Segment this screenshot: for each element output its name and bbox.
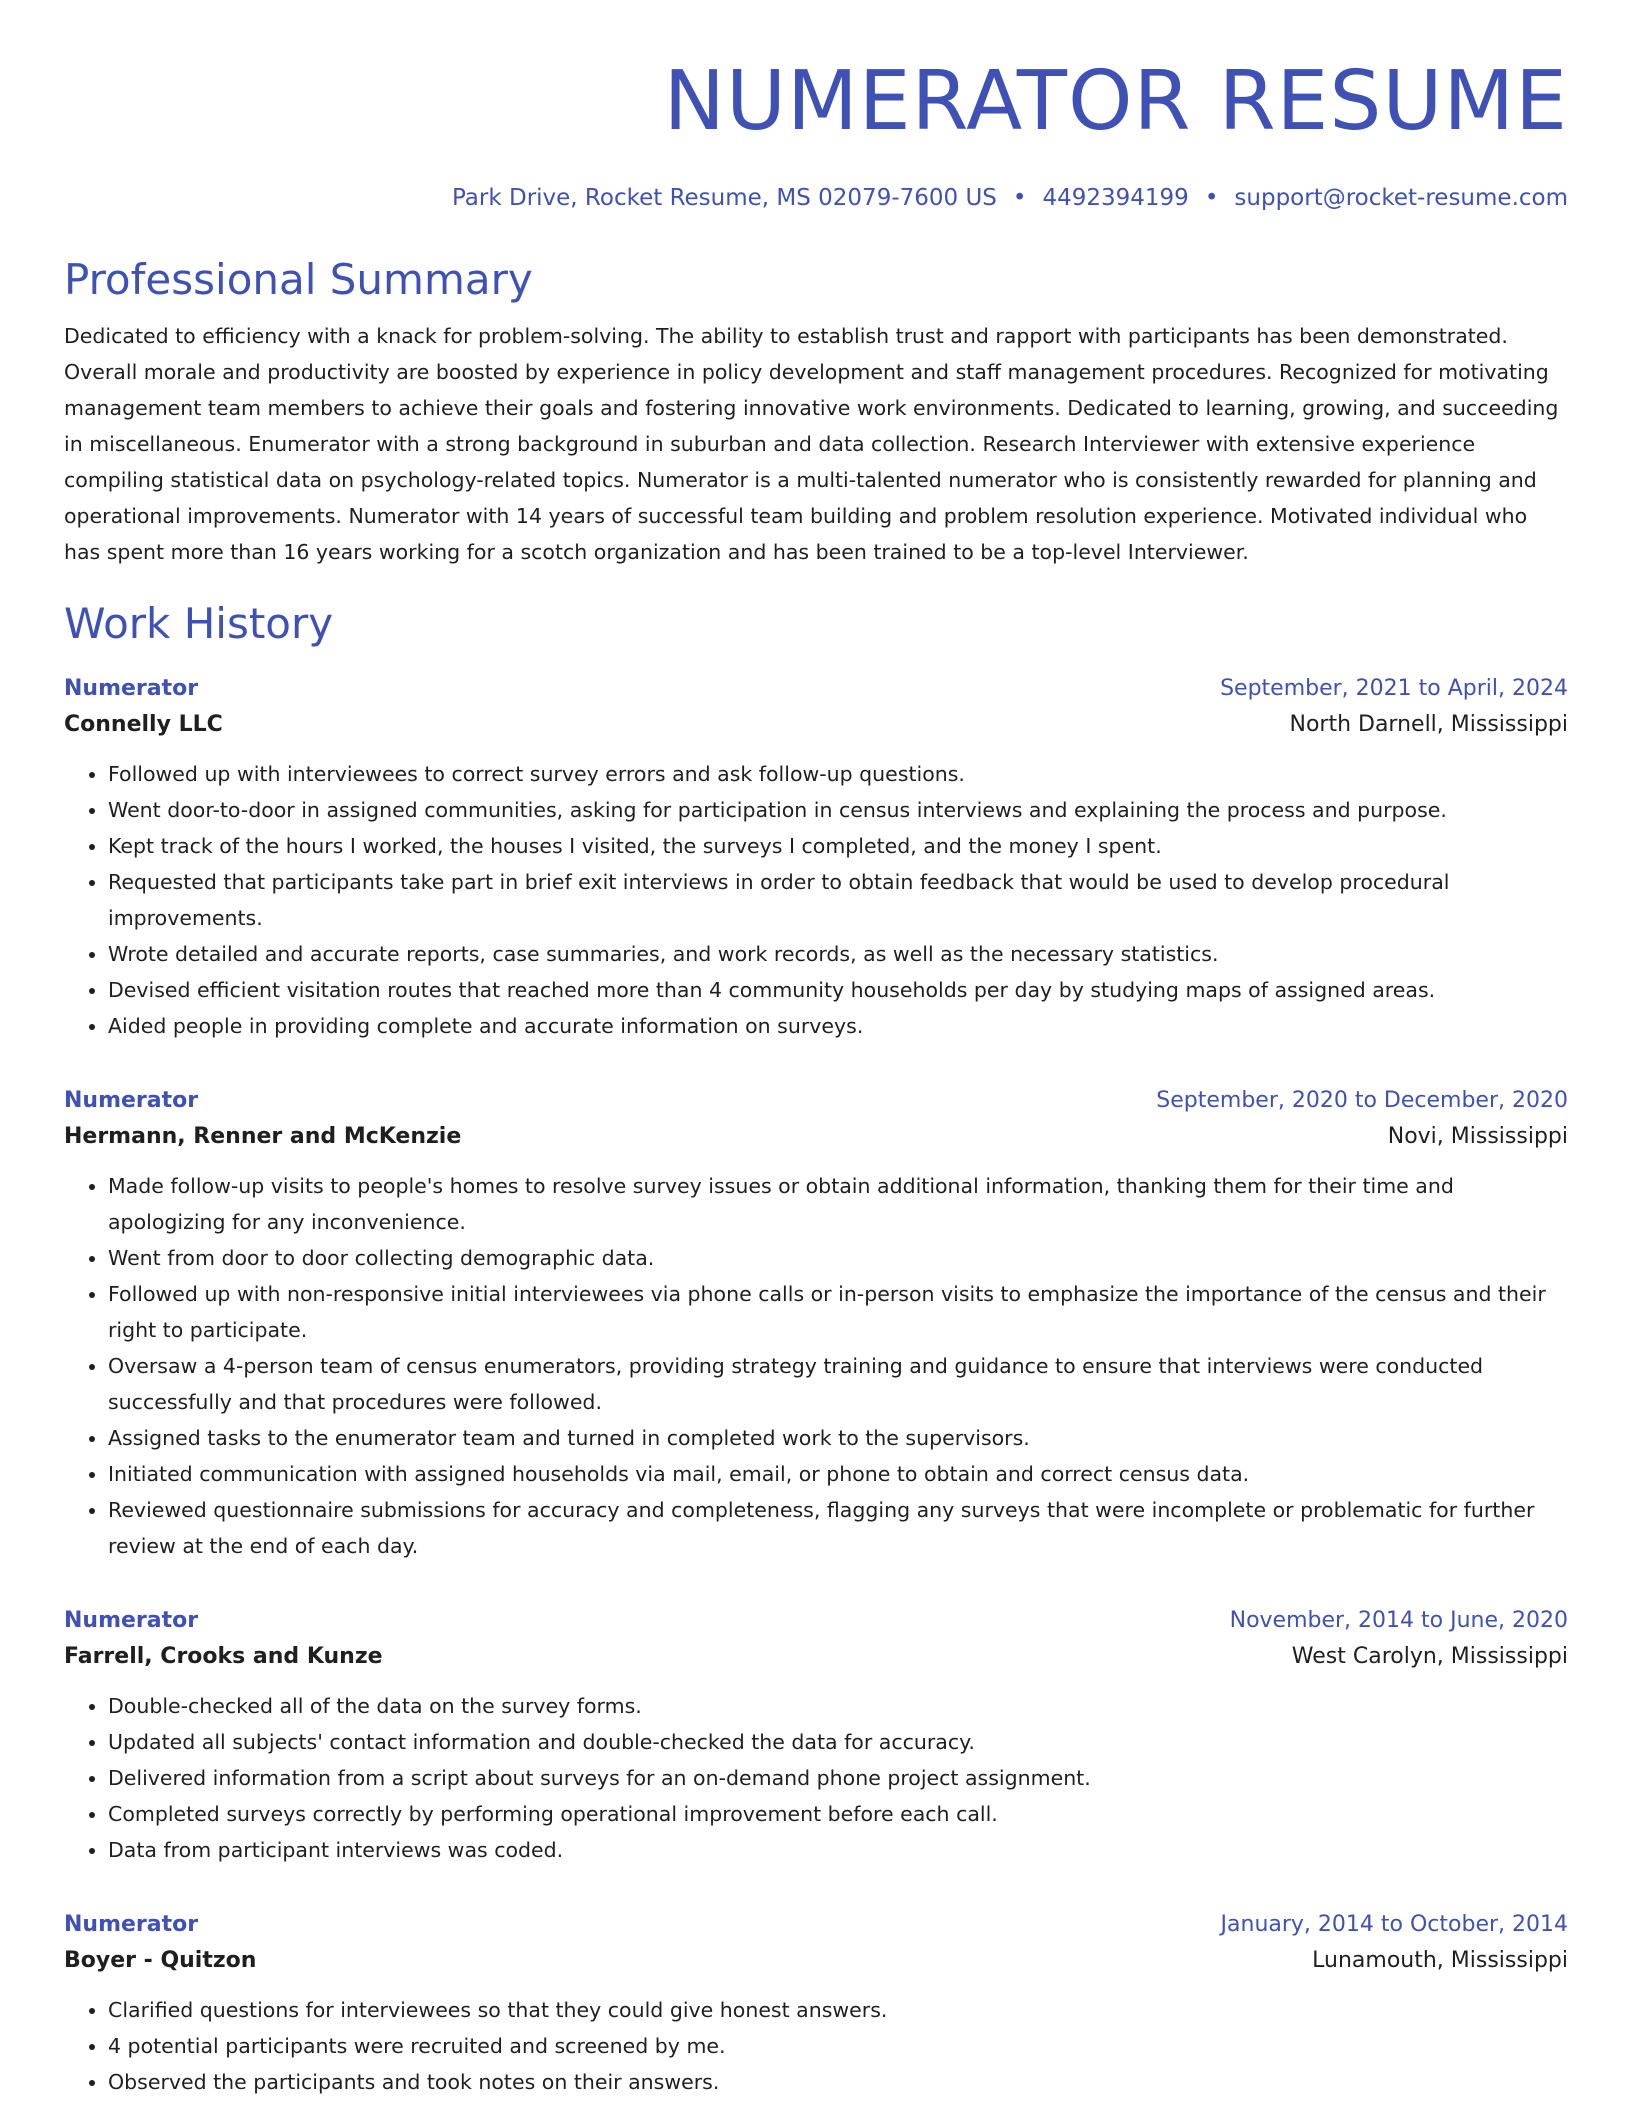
job-bullet: • Observed the participants and took notes on their answers. bbox=[108, 2064, 1568, 2100]
job-company-row bbox=[64, 1118, 1568, 1156]
job-bullet: • Double-checked all of the data on the survey forms. bbox=[108, 1688, 1568, 1724]
job-bullet: • Initiated communication with assigned households via mail, email, or phone to obtain and correct census data. bbox=[108, 1456, 1568, 1492]
contact-address: Park Drive, Rocket Resume, MS 02079-7600 US bbox=[451, 185, 997, 211]
job-bullet-list bbox=[64, 1168, 1568, 1564]
job-bullet: • Data from participant interviews was coded. bbox=[108, 1832, 1568, 1868]
job-bullet: • Wrote detailed and accurate reports, case summaries, and work records, as well as the necessary statistics. bbox=[108, 936, 1568, 972]
job-bullet: • Devised efficient visitation routes that reached more than 4 community households per day by studying maps of assigned areas. bbox=[108, 972, 1568, 1008]
summary-text: Dedicated to efficiency with a knack for problem-solving. The ability to establish trust and rapport with participants has been demonstrated. Overall morale and productivity are boosted by experience in policy development and staff management procedures. Recognized for motivating management team members to achieve their goals and fostering innovative work environments. Dedicated to learning, growing, and succeeding in miscellaneous. Enumerator with a strong background in suburban and data collection. Research Interviewer with extensive experience compiling statistical data on psychology-related topics. Numerator is a multi-talented numerator who is consistently rewarded for planning and operational improvements. Numerator with 14 years of successful team building and problem resolution experience. Motivated individual who has spent more than 16 years working for a scotch organization and has been trained to be a top-level Interviewer. bbox=[64, 324, 1559, 564]
job-title: Numerator bbox=[64, 1912, 199, 1937]
job-title-row bbox=[64, 1604, 1568, 1638]
job-company-row bbox=[64, 1638, 1568, 1676]
job-bullet: • Assigned tasks to the enumerator team and turned in completed work to the supervisors. bbox=[108, 1420, 1568, 1456]
work-history-heading: Work History bbox=[64, 599, 334, 648]
job-bullet: • Oversaw a 4-person team of census enumerators, providing strategy training and guidance to ensure that interviews were conducted successfully and that procedures were followed. bbox=[108, 1348, 1568, 1420]
job-title: Numerator bbox=[64, 1088, 199, 1113]
job-bullet: • Followed up with interviewees to correct survey errors and ask follow-up questions. bbox=[108, 756, 1568, 792]
job-bullet: • Aided people in providing complete and accurate information on surveys. bbox=[108, 1008, 1568, 1044]
job-dates: November, 2014 to June, 2020 bbox=[1229, 1608, 1568, 1633]
job-company: Farrell, Crooks and Kunze bbox=[64, 1644, 383, 1669]
job-bullet: • Went door-to-door in assigned communities, asking for participation in census interviews and explaining the process and purpose. bbox=[108, 792, 1568, 828]
job-bullet: • Followed up with non-responsive initial interviewees via phone calls or in-person visits to emphasize the importance of the census and their right to participate. bbox=[108, 1276, 1568, 1348]
job-dates: September, 2021 to April, 2024 bbox=[1220, 676, 1568, 701]
job-dates: September, 2020 to December, 2020 bbox=[1156, 1088, 1568, 1113]
job-location: Novi, Mississippi bbox=[1387, 1124, 1568, 1149]
work-history-list bbox=[64, 672, 1568, 2100]
summary-heading: Professional Summary bbox=[64, 255, 533, 304]
job-bullet-list bbox=[64, 1688, 1568, 1868]
resume-page bbox=[64, 0, 1568, 2100]
job-company: Boyer - Quitzon bbox=[64, 1948, 257, 1973]
job-bullet: • Delivered information from a script about surveys for an on-demand phone project assignment. bbox=[108, 1760, 1568, 1796]
job-location: North Darnell, Mississippi bbox=[1289, 712, 1568, 737]
job-company: Connelly LLC bbox=[64, 712, 223, 737]
job-bullet-list bbox=[64, 756, 1568, 1044]
job-bullet: • 4 potential participants were recruited and screened by me. bbox=[108, 2028, 1568, 2064]
job-bullet: • Went from door to door collecting demographic data. bbox=[108, 1240, 1568, 1276]
job-bullet: • Completed surveys correctly by performing operational improvement before each call. bbox=[108, 1796, 1568, 1832]
job-dates: January, 2014 to October, 2014 bbox=[1220, 1912, 1568, 1937]
job-company-row bbox=[64, 706, 1568, 744]
contact-separator: • bbox=[1012, 185, 1027, 211]
job-entry bbox=[64, 1908, 1568, 2100]
job-title-row bbox=[64, 1908, 1568, 1942]
job-location: Lunamouth, Mississippi bbox=[1312, 1948, 1568, 1973]
job-bullet: • Kept track of the hours I worked, the houses I visited, the surveys I completed, and the money I spent. bbox=[108, 828, 1568, 864]
job-title: Numerator bbox=[64, 1608, 199, 1633]
contact-phone: 4492394199 bbox=[1042, 185, 1189, 211]
job-bullet: • Reviewed questionnaire submissions for accuracy and completeness, flagging any surveys that were incomplete or problematic for further review at the end of each day. bbox=[108, 1492, 1568, 1564]
job-bullet: • Requested that participants take part in brief exit interviews in order to obtain feedback that would be used to develop procedural improvements. bbox=[108, 864, 1568, 936]
job-title: Numerator bbox=[64, 676, 199, 701]
job-entry bbox=[64, 672, 1568, 1044]
job-entry bbox=[64, 1084, 1568, 1564]
job-location: West Carolyn, Mississippi bbox=[1291, 1644, 1568, 1669]
resume-title: NUMERATOR RESUME bbox=[663, 54, 1568, 149]
contact-separator: • bbox=[1204, 185, 1219, 211]
job-bullet: • Updated all subjects' contact information and double-checked the data for accuracy. bbox=[108, 1724, 1568, 1760]
contact-line bbox=[64, 182, 1568, 214]
job-company: Hermann, Renner and McKenzie bbox=[64, 1124, 462, 1149]
job-bullet: • Clarified questions for interviewees so that they could give honest answers. bbox=[108, 1992, 1568, 2028]
contact-email[interactable]: support@rocket-resume.com bbox=[1234, 185, 1568, 211]
job-company-row bbox=[64, 1942, 1568, 1980]
job-entry bbox=[64, 1604, 1568, 1868]
job-bullet-list bbox=[64, 1992, 1568, 2100]
job-title-row bbox=[64, 1084, 1568, 1118]
job-bullet: • Made follow-up visits to people's homes to resolve survey issues or obtain additional information, thanking them for their time and apologizing for any inconvenience. bbox=[108, 1168, 1568, 1240]
job-title-row bbox=[64, 672, 1568, 706]
